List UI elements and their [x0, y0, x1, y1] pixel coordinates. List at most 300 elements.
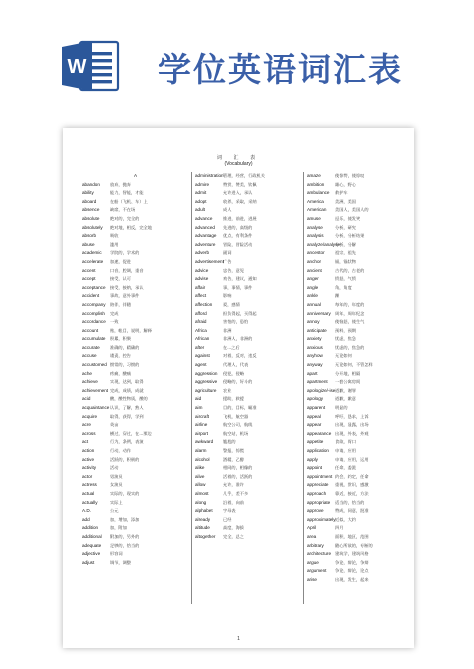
vocab-meaning: 已经 — [223, 516, 232, 522]
vocab-row — [195, 258, 302, 267]
vocab-meaning: 代理人，代表 — [223, 362, 249, 368]
vocab-meaning: 广告 — [223, 258, 232, 264]
vocab-meaning: 足够的，恰当的 — [110, 542, 140, 548]
vocab-meaning: 管理，经营，行政机关 — [223, 173, 265, 178]
vocab-meaning: 疼痛，酸痛 — [110, 370, 131, 376]
vocab-word: A.D. — [82, 508, 91, 514]
vocab-row — [307, 490, 414, 499]
vocab-meaning: 高度，海拔 — [223, 525, 244, 531]
vocab-word: approve — [307, 508, 324, 514]
vocab-word: add — [82, 516, 90, 522]
vocab-row — [82, 327, 189, 336]
vocab-row — [307, 181, 414, 190]
vocab-word: absorb — [82, 233, 97, 239]
vocab-meaning: 女演员 — [110, 482, 123, 488]
vocab-row — [307, 344, 414, 353]
vocab-meaning: 陪伴，伴随 — [110, 301, 131, 307]
vocabulary-column-1 — [82, 172, 189, 567]
vocab-meaning: 锚，锚状物 — [335, 258, 356, 264]
vocab-row — [82, 206, 189, 215]
vocab-row — [82, 310, 189, 319]
vocab-row — [195, 524, 302, 533]
vocab-word: aboard — [82, 198, 97, 204]
vocab-row — [82, 456, 189, 465]
vocab-row — [195, 224, 302, 233]
vocab-word: accuse — [82, 353, 97, 359]
vocab-word: A — [133, 173, 138, 178]
vocab-meaning: 担负得起，买得起 — [223, 310, 257, 316]
vocab-word: account — [82, 327, 99, 333]
vocab-meaning: 调节，调整 — [110, 559, 131, 565]
svg-text:W: W — [67, 56, 87, 78]
vocab-row — [195, 473, 302, 482]
vocab-meaning: 行动，动作 — [110, 448, 131, 453]
vocab-row — [82, 516, 189, 525]
vocab-row — [82, 438, 189, 447]
vocab-row — [307, 524, 414, 533]
vocab-meaning: 随心所欲的，专断的 — [335, 542, 373, 548]
vocab-meaning: 农业 — [223, 387, 232, 393]
vocab-meaning: 活动 — [110, 465, 119, 471]
vocab-word: act — [82, 439, 89, 445]
vocab-row — [195, 206, 302, 215]
vocab-word: America — [307, 198, 324, 204]
vocab-meaning: 接受，接纳，承认 — [110, 284, 144, 290]
vocab-word: actor — [82, 473, 93, 479]
vocab-meaning: 影响 — [223, 293, 232, 299]
vocab-meaning: 取得，获得，学到 — [110, 413, 144, 419]
vocab-row — [307, 542, 414, 551]
vocab-word: alive — [195, 473, 205, 479]
vocab-meaning: 字母表 — [223, 508, 236, 514]
vocab-word: adventure — [195, 241, 216, 247]
vocab-word: already — [195, 516, 211, 522]
vocab-row — [82, 318, 189, 327]
vocab-meaning: 呼吁，恳求，上诉 — [335, 413, 369, 419]
vocab-meaning: 尴尬的 — [223, 439, 236, 445]
vocab-meaning: 劝告，建议，通知 — [223, 276, 257, 282]
vocab-row — [307, 189, 414, 198]
vocab-meaning: 分析，研究 — [335, 224, 356, 230]
vocab-word: accurate — [82, 344, 100, 350]
vocab-word: anxiety — [307, 336, 322, 342]
vocab-meaning: 忧虑，焦急 — [335, 336, 356, 342]
vocab-meaning: 允许，准许 — [223, 482, 244, 488]
vocab-word: aggressive — [195, 379, 218, 385]
vocab-meaning: 实现，达到，取得 — [110, 379, 144, 385]
vocab-row — [307, 447, 414, 456]
vocab-row — [307, 481, 414, 490]
vocab-word: architecture — [307, 551, 332, 557]
vocab-meaning: 账，帐目，说明，解释 — [110, 327, 152, 333]
vocab-row — [82, 559, 189, 568]
vocab-word: adopt — [195, 198, 207, 204]
vocab-meaning: 加，附加 — [110, 525, 127, 531]
vocab-word: accustomed — [82, 362, 107, 368]
vocab-word: abuse — [82, 241, 95, 247]
vocab-word: appearance — [307, 430, 332, 436]
vocab-meaning: 能力，智能，才能 — [110, 190, 144, 196]
vocab-meaning: 惯常的，习惯的 — [110, 362, 140, 368]
vocab-word: ability — [82, 190, 94, 196]
vocab-word: annual — [307, 301, 321, 307]
vocab-word: anyway — [307, 362, 323, 368]
vocab-word: alike — [195, 465, 205, 471]
vocab-meaning: 预料，预期 — [335, 327, 356, 333]
vocab-word: adult — [195, 207, 205, 213]
vocab-row — [195, 249, 302, 258]
vocab-meaning: 完成，成绩，成就 — [110, 387, 144, 393]
vocab-row — [307, 352, 414, 361]
vocab-meaning: 男演员 — [110, 473, 123, 479]
vocab-meaning: 几乎，差不多 — [223, 490, 249, 496]
vocab-row — [195, 533, 302, 542]
vocab-row — [82, 275, 189, 284]
vocab-row — [307, 241, 414, 250]
vocab-word: actual — [82, 490, 95, 496]
vocab-word: apology — [307, 396, 324, 402]
vocab-row — [307, 378, 414, 387]
vocab-word: appear — [307, 422, 322, 428]
vocab-word: ambulance — [307, 190, 330, 196]
vocab-row — [195, 284, 302, 293]
vocab-word: angle — [307, 284, 319, 290]
vocab-meaning: 古代的，古老的 — [335, 267, 365, 273]
vocab-meaning: 加，增加，添加 — [110, 516, 140, 522]
vocab-meaning: 酸，酸性物质，酸的 — [110, 396, 148, 402]
vocab-row — [195, 241, 302, 250]
vocab-word: April — [307, 525, 317, 531]
vocab-word: admit — [195, 190, 207, 196]
vocab-word: acceptance — [82, 284, 106, 290]
column-divider — [303, 172, 304, 604]
vocab-row — [82, 499, 189, 508]
word-document-icon — [62, 40, 120, 92]
vocab-row — [82, 378, 189, 387]
vocab-row — [195, 499, 302, 508]
vocab-row — [82, 249, 189, 258]
vocab-word: anger — [307, 276, 319, 282]
vocab-meaning: 赞成，同意，批准 — [335, 508, 369, 514]
vocab-row — [307, 198, 414, 207]
vocab-word: airport — [195, 430, 209, 436]
vocab-meaning: 使恼怒，使生气 — [335, 319, 365, 325]
vocab-word: accent — [82, 267, 96, 273]
vocab-row — [195, 352, 302, 361]
vocab-meaning: 祖宗，祖先 — [335, 250, 356, 256]
vocab-row — [82, 430, 189, 439]
vocab-meaning: 食欲，胃口 — [335, 439, 356, 445]
vocab-word: accumulate — [82, 336, 106, 342]
vocab-row — [195, 516, 302, 525]
vocab-row — [307, 327, 414, 336]
vocab-row — [307, 404, 414, 413]
vocab-word: acid — [82, 396, 91, 402]
vocab-word: anxious — [307, 344, 323, 350]
vocab-meaning: 一致 — [110, 319, 119, 325]
vocab-meaning: 绝对的，完全的 — [110, 215, 140, 221]
vocab-meaning: 争论，辩论，论点 — [335, 568, 369, 574]
vocab-meaning: 非洲 — [223, 327, 232, 333]
vocab-row — [82, 361, 189, 370]
vocab-word: appeal — [307, 413, 321, 419]
vocab-word: alcohol — [195, 456, 210, 462]
vocab-word: alphabet — [195, 508, 213, 514]
vocab-meaning: 绝对地，相反，完全地 — [110, 224, 152, 230]
vocab-word: accident — [82, 293, 100, 299]
vocab-word: appreciate — [307, 482, 329, 488]
vocab-meaning: 相同的，相像的 — [223, 465, 253, 471]
vocab-row — [195, 335, 302, 344]
vocab-word: analyze/analyse — [307, 241, 340, 247]
vocab-meaning: 缺席，不在场 — [110, 207, 136, 213]
vocab-row — [195, 215, 302, 224]
vocab-meaning: 周年，周年纪念 — [335, 310, 365, 316]
vocab-meaning: 认识，了解，熟人 — [110, 405, 144, 411]
vocab-word: academic — [82, 250, 102, 256]
vocab-row — [195, 395, 302, 404]
vocab-row — [307, 310, 414, 319]
vocab-word: afford — [195, 310, 207, 316]
vocab-row — [82, 507, 189, 516]
vocab-word: almost — [195, 490, 209, 496]
vocab-word: achievement — [82, 387, 109, 393]
vocab-row — [82, 267, 189, 276]
vocab-row — [307, 499, 414, 508]
vocab-meaning: 分析，分析结果 — [335, 233, 365, 239]
vocab-word: aggression — [195, 370, 218, 376]
vocab-meaning: 出现，显露，出场 — [335, 422, 369, 428]
vocab-row — [195, 292, 302, 301]
vocab-row — [82, 533, 189, 542]
vocab-word: action — [82, 448, 95, 453]
vocab-word: arise — [307, 576, 317, 582]
vocab-meaning: 一套公寓房间 — [335, 379, 361, 385]
vocab-meaning: 冒险，冒险活动 — [223, 241, 253, 247]
vocab-word: amuse — [307, 215, 321, 221]
vocab-word: approximately — [307, 516, 336, 522]
vocab-meaning: 行为，条例，表演 — [110, 439, 144, 445]
vocab-meaning: 完成 — [110, 310, 119, 316]
vocab-meaning: 任命，委派 — [335, 465, 356, 471]
vocab-word: annoy — [307, 319, 320, 325]
vocab-meaning: 道歉，歉意 — [335, 396, 356, 402]
vocab-meaning: 美国人，美国人的 — [335, 207, 369, 213]
vocab-meaning: 积累，积聚 — [110, 336, 131, 342]
vocab-row — [307, 301, 414, 310]
vocab-word: actually — [82, 499, 98, 505]
vocab-row — [82, 490, 189, 499]
vocab-row — [307, 456, 414, 465]
vocab-meaning: 靠近，接近，方法 — [335, 490, 369, 496]
vocab-row — [82, 370, 189, 379]
vocab-word: achieve — [82, 379, 98, 385]
vocab-meaning: 沿着，向前 — [223, 499, 244, 505]
vocab-meaning: 援助，救援 — [223, 396, 244, 402]
vocab-row — [307, 267, 414, 276]
vocab-meaning: 放弃，抛弃 — [110, 181, 131, 187]
vocab-meaning: 先进的，高级的 — [223, 224, 253, 230]
vocab-word: apparent — [307, 405, 326, 411]
vocab-meaning: 事，事情，事件 — [223, 284, 253, 290]
vocab-row — [82, 284, 189, 293]
vocab-row — [307, 533, 414, 542]
vocab-row — [82, 292, 189, 301]
vocab-meaning: 面积，地区，范围 — [335, 533, 369, 539]
vocab-row — [307, 361, 414, 370]
vocab-meaning: 活着的，活跃的 — [223, 473, 253, 479]
vocab-word: aid — [195, 396, 202, 402]
vocab-row — [82, 447, 189, 456]
vocab-row — [82, 387, 189, 396]
vocab-meaning: 推进，前进，进展 — [223, 215, 257, 221]
vocab-word: anticipate — [307, 327, 327, 333]
vocab-word: aircraft — [195, 413, 210, 419]
vocab-meaning: 公元 — [110, 508, 119, 514]
vocab-meaning: 分开地，相隔 — [335, 370, 361, 376]
vocab-row — [195, 387, 302, 396]
vocab-word: active — [82, 456, 95, 462]
vocab-word: altitude — [195, 525, 210, 531]
vocab-row — [195, 430, 302, 439]
vocab-meaning: 对着，反对，违反 — [223, 353, 257, 359]
vocab-word: after — [195, 344, 205, 350]
vocab-row — [195, 275, 302, 284]
vocab-meaning: 申请，应用 — [335, 448, 356, 453]
vocab-word: additional — [82, 533, 102, 539]
vocab-meaning: 四月 — [335, 525, 344, 531]
vocab-meaning: 侵犯，侵略 — [223, 370, 244, 376]
vocab-word: appetite — [307, 439, 324, 445]
vocab-row — [307, 258, 414, 267]
vocab-word: anniversary — [307, 310, 331, 316]
vocab-word: adverb — [195, 250, 210, 256]
vocab-meaning: 道歉，谢罪 — [335, 387, 356, 393]
page-title: 学位英语词汇表 — [158, 50, 403, 89]
vocab-meaning: 准确的，精确的 — [110, 344, 140, 350]
vocab-meaning: 侵略的，好斗的 — [223, 379, 253, 385]
vocab-row — [307, 224, 414, 233]
vocab-meaning: 近似，大约 — [335, 516, 356, 522]
vocab-word: against — [195, 353, 210, 359]
vocabulary-column-3 — [307, 172, 414, 585]
vocab-word: accelerate — [82, 258, 104, 264]
vocab-word: advertisement — [195, 258, 224, 264]
vocab-row — [195, 189, 302, 198]
vocab-word: accomplish — [82, 310, 105, 316]
vocab-meaning: 形容词 — [110, 551, 123, 557]
vocab-meaning: 申请，应用，运用 — [335, 456, 369, 462]
vocab-meaning: 明显的 — [335, 405, 348, 411]
vocab-row — [195, 378, 302, 387]
vocab-word: abandon — [82, 181, 100, 187]
vocab-word: appropriate — [307, 499, 331, 505]
vocab-meaning: 使惊愕，使惊叹 — [335, 173, 365, 178]
vocab-row — [307, 438, 414, 447]
vocab-meaning: 适当的，恰当的 — [335, 499, 365, 505]
vocab-row — [82, 404, 189, 413]
vocab-word: altogether — [195, 533, 216, 539]
vocab-row — [307, 413, 414, 422]
vocab-word: advise — [195, 276, 209, 282]
vocab-meaning: 完全，总之 — [223, 533, 244, 539]
vocab-meaning: 优点，有利条件 — [223, 233, 253, 239]
vocab-word: alarm — [195, 448, 207, 453]
vocab-word: admire — [195, 181, 210, 187]
vocab-meaning: 学院的，学术的 — [110, 250, 140, 256]
vocab-meaning: 无论如何 — [335, 353, 352, 359]
vocab-word: ancient — [307, 267, 322, 273]
vocab-row — [82, 181, 189, 190]
vocab-meaning: 收养，采取，采纳 — [223, 198, 257, 204]
vocab-row — [82, 258, 189, 267]
vocab-meaning: 事故，意外事件 — [110, 293, 140, 299]
vocab-row — [307, 395, 414, 404]
vocab-row — [195, 318, 302, 327]
vocab-meaning: 目的，目标，瞄准 — [223, 405, 257, 411]
vocab-row — [195, 181, 302, 190]
vocab-row — [195, 464, 302, 473]
vocab-word: along — [195, 499, 207, 505]
vocab-row — [307, 473, 414, 482]
vocab-meaning: 酒精，乙醇 — [223, 456, 244, 462]
vocab-word: appointment — [307, 473, 333, 479]
vocab-word: acquaintance — [82, 405, 110, 411]
vocab-word: airline — [195, 422, 208, 428]
vocab-meaning: 踝 — [335, 293, 340, 299]
vocab-meaning: 出现，外表，外观 — [335, 430, 369, 436]
vocab-row — [195, 490, 302, 499]
vocab-row — [195, 198, 302, 207]
vocab-meaning: 英亩 — [110, 422, 119, 428]
vocab-word: accept — [82, 276, 96, 282]
vocab-word: ankle — [307, 293, 318, 299]
vocab-row — [195, 447, 302, 456]
vocab-row — [307, 464, 414, 473]
vocab-word: apply — [307, 456, 318, 462]
vocab-meaning: 实际上 — [110, 499, 123, 505]
vocab-word: agriculture — [195, 387, 217, 393]
vocab-row — [195, 344, 302, 353]
vocab-word: argue — [307, 559, 319, 565]
vocab-word: arbitrary — [307, 542, 324, 548]
vocab-meaning: 警报，惊慌 — [223, 448, 244, 453]
vocab-row — [82, 464, 189, 473]
vocab-word: administration — [195, 173, 224, 178]
vocab-row — [307, 430, 414, 439]
vocab-word: affair — [195, 284, 206, 290]
document-subheading: (Vocabulary) — [224, 161, 253, 167]
vocab-word: afraid — [195, 319, 207, 325]
vocab-row — [195, 301, 302, 310]
vocab-word: advance — [195, 215, 213, 221]
vocab-word: absolute — [82, 215, 100, 221]
vocab-meaning: 在...之后 — [223, 344, 240, 350]
vocab-row — [82, 524, 189, 533]
vocab-row — [195, 327, 302, 336]
vocab-row — [195, 438, 302, 447]
vocab-row — [195, 361, 302, 370]
vocab-row — [307, 215, 414, 224]
vocab-row — [307, 232, 414, 241]
document-page — [63, 128, 414, 648]
vocab-word: accordance — [82, 319, 106, 325]
vocab-meaning: 争论，辩论，争辩 — [335, 559, 369, 565]
vocab-row — [82, 550, 189, 559]
vocab-meaning: 活跃的，积极的 — [110, 456, 140, 462]
vocab-row — [307, 318, 414, 327]
vocab-word: addition — [82, 525, 99, 531]
